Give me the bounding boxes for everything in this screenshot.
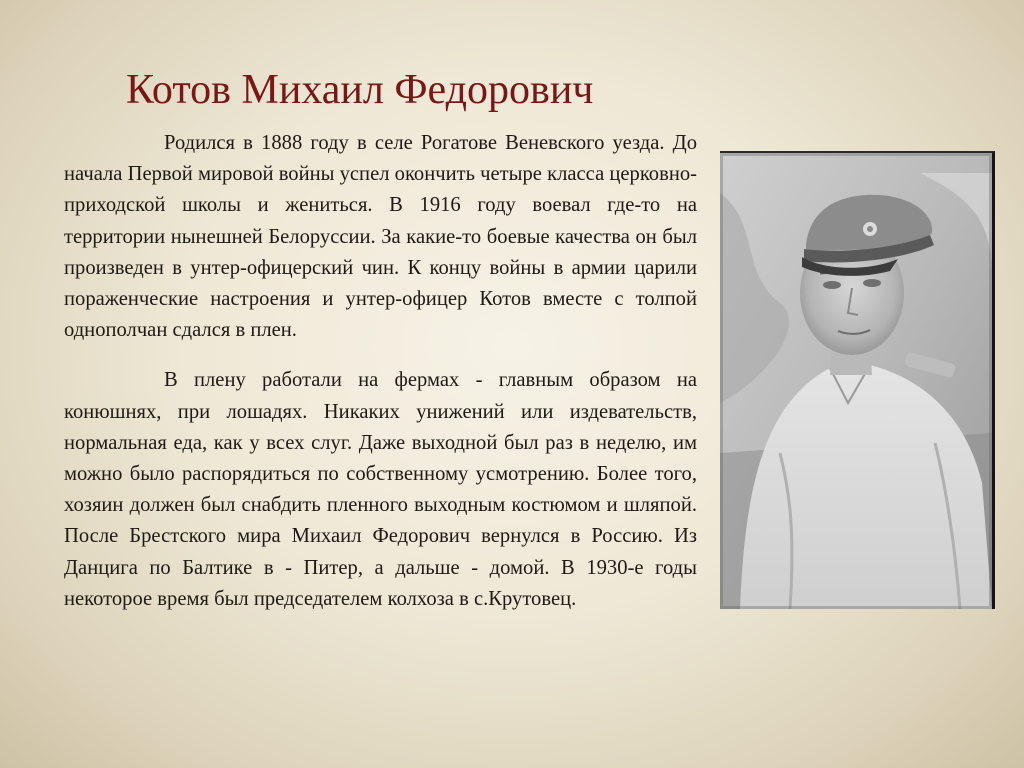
portrait-image (720, 153, 992, 609)
biography-paragraph-1: Родился в 1888 году в селе Рогатове Веневского уезда. До начала Первой мировой войны успел окончить четыре класса церковно-приходской школы и жениться. В 1916 году воевал где-то на территории нынешней Белоруссии. За какие-то боевые качества он был произведен в унтер-офицерский чин. К концу войны в армии царили пораженческие настроения и унтер-офицер Котов вместе с толпой однополчан сдался в плен. (64, 132, 697, 342)
portrait-photo (720, 151, 995, 609)
slide-title: Котов Михаил Федорович (126, 67, 594, 113)
biography-paragraph-2: В плену работали на фермах - главным образом на конюшнях, при лошадях. Никаких унижений или издевательств, нормальная еда, как у всех слуг. Даже выходной был раз в неделю, им можно было распорядиться по собственному усмотрению. Более того, хозяин должен был снабдить пленного выходным костюмом и шляпой. После Брестского мира Михаил Федорович вернулся в Россию. Из Данцига по Балтике в - Питер, а дальше - домой. В 1930-е годы некоторое время был председателем колхоза в с.Крутовец. (64, 369, 697, 610)
biography-text (64, 128, 697, 615)
